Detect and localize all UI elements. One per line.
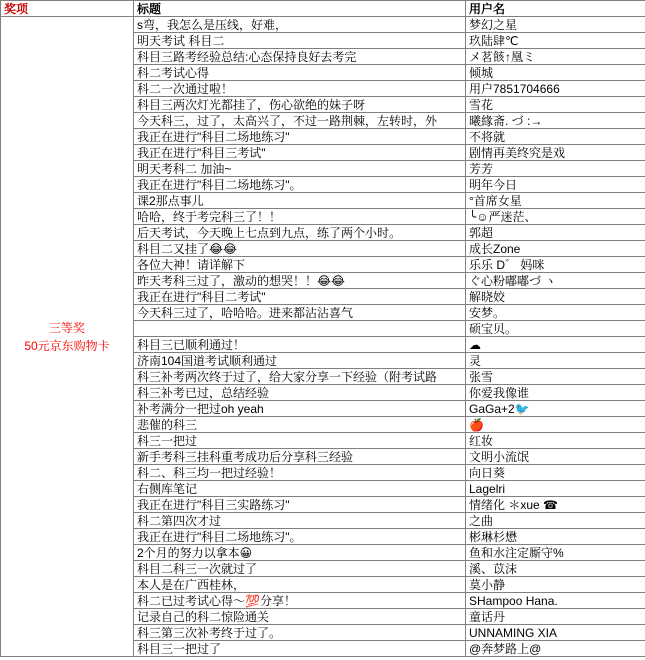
- username-cell: 郭超: [466, 225, 645, 241]
- post-title-cell: 2个月的努力以拿本😀: [134, 545, 466, 561]
- post-title-cell: 哈哈，终于考完科三了！！: [134, 209, 466, 225]
- post-title-cell: 科二考试心得: [134, 65, 466, 81]
- post-title-cell: 本人是在广西桂林，: [134, 577, 466, 593]
- header-title: 标题: [134, 1, 466, 17]
- username-cell: GaGa+2🐦: [466, 401, 645, 417]
- post-title-cell: 科三补考两次终于过了，给大家分享一下经验（附考试路: [134, 369, 466, 385]
- username-cell: 你爱我像谁: [466, 385, 645, 401]
- username-cell: 曦緣斋. づ :→: [466, 113, 645, 129]
- post-title-cell: 科二已过考试心得～💯分享！: [134, 593, 466, 609]
- post-title-cell: 今天科三过了，哈哈哈。进来都沾沾喜气: [134, 305, 466, 321]
- username-cell: 玖陆肆℃: [466, 33, 645, 49]
- post-title-cell: 各位大神！请详解下: [134, 257, 466, 273]
- post-title-cell: 我正在进行"科目三实路练习": [134, 497, 466, 513]
- username-cell: 硕宝贝。: [466, 321, 645, 337]
- post-title-cell: [134, 321, 466, 337]
- username-cell: ╰☺严迷茫、: [466, 209, 645, 225]
- post-title-cell: s弯，我怎么是压线，好难，: [134, 17, 466, 33]
- username-cell: ☁: [466, 337, 645, 353]
- post-title-cell: 昨天考科三过了，激动的想哭！！😂😂: [134, 273, 466, 289]
- username-cell: 雪花: [466, 97, 645, 113]
- post-title-cell: 科目三一把过了: [134, 641, 466, 657]
- post-title-cell: 课2那点事儿: [134, 193, 466, 209]
- post-title-cell: 今天科三，过了，太高兴了，不过一路荆棘，左转时，外: [134, 113, 466, 129]
- username-cell: 梦幻之星: [466, 17, 645, 33]
- username-cell: 之曲: [466, 513, 645, 529]
- username-cell: 文明小流氓: [466, 449, 645, 465]
- post-title-cell: 记录自己的科二惊险通关: [134, 609, 466, 625]
- username-cell: 🍎: [466, 417, 645, 433]
- prize-cell: [1, 17, 134, 657]
- username-cell: 彬琳杉懋: [466, 529, 645, 545]
- username-cell: 童话丹: [466, 609, 645, 625]
- post-title-cell: 悲催的科三: [134, 417, 466, 433]
- post-title-cell: 我正在进行"科目二场地练习"。: [134, 529, 466, 545]
- username-cell: 倾城: [466, 65, 645, 81]
- username-cell: 情绪化 ＊xue ☎: [466, 497, 645, 513]
- post-title-cell: 科目三路考经验总结:心态保持良好去考完: [134, 49, 466, 65]
- post-title-cell: 科三补考已过，总结经验: [134, 385, 466, 401]
- post-title-cell: 明天考科二 加油~: [134, 161, 466, 177]
- header-user: 用户名: [466, 1, 645, 17]
- post-title-cell: 右侧库笔记: [134, 481, 466, 497]
- post-title-cell: 新手考科三挂科重考成功后分享科三经验: [134, 449, 466, 465]
- username-cell: 鱼和水注定厮守%: [466, 545, 645, 561]
- username-cell: ぐ心粉嘟嘟づ ヽ: [466, 273, 645, 289]
- header-row: [1, 1, 645, 17]
- username-cell: Lagelri: [466, 481, 645, 497]
- username-cell: 用户7851704666: [466, 81, 645, 97]
- username-cell: UNNAMING XIA: [466, 625, 645, 641]
- post-title-cell: 科二一次通过啦！: [134, 81, 466, 97]
- username-cell: 溪、苡沫: [466, 561, 645, 577]
- post-title-cell: 科三一把过: [134, 433, 466, 449]
- post-title-cell: 后天考试，今天晚上七点到九点，练了两个小时。: [134, 225, 466, 241]
- post-title-cell: 科二、科三均一把过经验！: [134, 465, 466, 481]
- post-title-cell: 我正在进行"科目三考试": [134, 145, 466, 161]
- username-cell: 乐乐 D゛ 妈咪: [466, 257, 645, 273]
- table-row: [1, 17, 645, 33]
- username-cell: 向日葵: [466, 465, 645, 481]
- username-cell: 莫小静: [466, 577, 645, 593]
- table-body: [1, 17, 645, 657]
- username-cell: メ茗䬵↑凰ミ: [466, 49, 645, 65]
- username-cell: 芳芳: [466, 161, 645, 177]
- post-title-cell: 补考满分一把过oh yeah: [134, 401, 466, 417]
- prize-reward: 50元京东购物卡: [24, 338, 110, 353]
- post-title-cell: 科目三已顺利通过！: [134, 337, 466, 353]
- username-cell: SHampoo Hana.: [466, 593, 645, 609]
- post-title-cell: 科三第三次补考终于过了。: [134, 625, 466, 641]
- username-cell: 不将就: [466, 129, 645, 145]
- username-cell: 解晓姣: [466, 289, 645, 305]
- username-cell: 红妆: [466, 433, 645, 449]
- post-title-cell: 科目三两次灯光都挂了，伤心欲绝的妹子呀: [134, 97, 466, 113]
- username-cell: 安梦。: [466, 305, 645, 321]
- username-cell: °首席女星: [466, 193, 645, 209]
- username-cell: 明年今日: [466, 177, 645, 193]
- prize-tier: 三等奖: [48, 320, 85, 335]
- post-title-cell: 我正在进行"科目二考试": [134, 289, 466, 305]
- post-title-cell: 科目二科三一次就过了: [134, 561, 466, 577]
- post-title-cell: 明天考试 科目二: [134, 33, 466, 49]
- username-cell: 剧情再美终究是戏: [466, 145, 645, 161]
- username-cell: 张雪: [466, 369, 645, 385]
- post-title-cell: 我正在进行"科目二场地练习": [134, 129, 466, 145]
- header-prize: 奖项: [1, 1, 134, 17]
- username-cell: 成长Zone: [466, 241, 645, 257]
- post-title-cell: 济南104国道考试顺利通过: [134, 353, 466, 369]
- post-title-cell: 我正在进行"科目二场地练习"。: [134, 177, 466, 193]
- post-title-cell: 科目二又挂了😂😂: [134, 241, 466, 257]
- username-cell: 灵: [466, 353, 645, 369]
- username-cell: @奔梦路上@: [466, 641, 645, 657]
- post-title-cell: 科二第四次才过: [134, 513, 466, 529]
